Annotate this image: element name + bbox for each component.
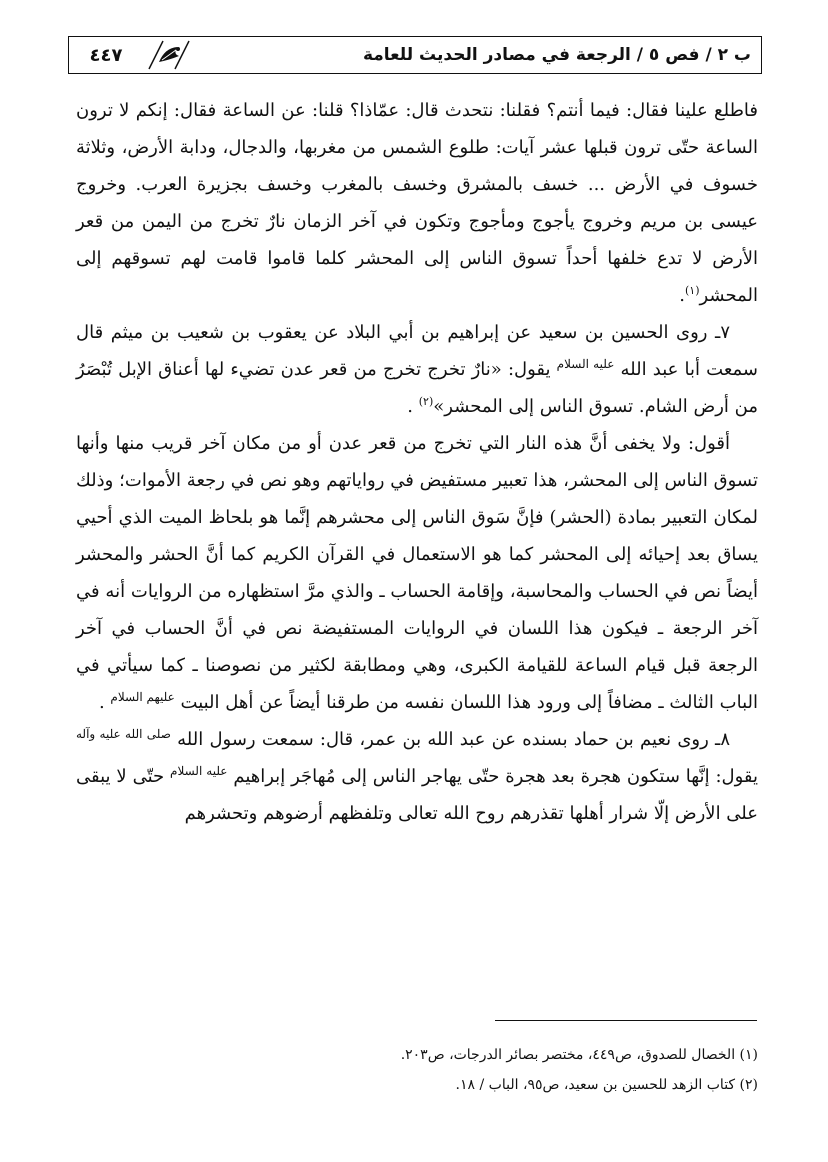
paragraph — [76, 425, 758, 721]
text-run: حتّى لا يبقى على الأرض إلّا شرار أهلها تقذرهم روح الله تعالى وتلفظهم أرضوهم وتحشرهم — [76, 766, 758, 824]
pen-ornament-icon — [143, 37, 195, 73]
running-title: ب ٢ / فص ٥ / الرجعة في مصادر الحديث للعامة — [362, 45, 751, 65]
text-run: ٨ـ روى نعيم بن حماد بسنده عن عبد الله بن عمر، قال: سمعت رسول الله — [170, 729, 730, 750]
footnote-reference: (٢) — [418, 395, 434, 408]
text-run: . — [407, 396, 419, 417]
footnote-separator — [495, 1020, 757, 1021]
honorific-mark: عليهم السلام — [110, 690, 175, 704]
text-run: أقول: ولا يخفى أنَّ هذه النار التي تخرج من قعر عدن أو من مكان آخر قريب منها وأنها تسوق الناس إلى المحشر، هذا تعبير مستفيض في رواياتهم وهو نص في رجعة الأموات؛ وذلك لمكان التعبير بمادة (الحشر) فإنَّ سَوق الناس إلى محشرهم إنَّما هو بلحاظ الميت الذي أحيي يساق بعد إحيائه إلى المحشر كما هو الاستعمال في القرآن الكريم كما أنَّ الحشر والمحشر أيضاً نص في الحساب والمحاسبة، وإقامة الحساب ـ والذي مرَّ استظهاره من الروايات أنه في آخر الرجعة ـ فيكون هذا اللسان في الروايات المستفيضة نص في أنَّ الحساب في آخر الرجعة قبل قيام الساعة للقيامة الكبرى، وهي ومطابقة لكثير من نصوصنا ـ كما سيأتي في الباب الثالث ـ مضافاً إلى ورود هذا اللسان نفسه من طرقنا أيضاً عن أهل البيت — [76, 433, 758, 713]
main-text — [76, 92, 758, 832]
honorific-mark: عليه السلام — [556, 357, 615, 371]
text-run: . — [98, 692, 111, 713]
honorific-mark: صلى الله عليه وآله — [76, 727, 171, 741]
page-header — [68, 36, 762, 74]
paragraph — [76, 721, 758, 832]
paragraph — [76, 92, 758, 314]
paragraph — [76, 314, 758, 425]
honorific-mark: عليه السلام — [170, 764, 228, 778]
text-run: ٧ـ روى الحسين بن سعيد عن إبراهيم بن أبي البلاد عن يعقوب بن شعيب بن ميثم قال سمعت أبا عبد الله — [76, 322, 758, 380]
footnote: (١) الخصال للصدوق، ص٤٤٩، مختصر بصائر الدرجات، ص٢٠٣. — [400, 1047, 758, 1063]
page-number: ٤٤٧ — [89, 44, 123, 66]
text-run: فاطلع علينا فقال: فيما أنتم؟ فقلنا: نتحدث قال: عمّاذا؟ قلنا: عن الساعة فقال: إنكم لا ترون الساعة حتّى ترون قبلها عشر آيات: طلوع الشمس من مغربها، والدجال، ودابة الأرض، وثلاثة خسوف في الأرض ... خسف بالمشرق وخسف بالمغرب وخسف بجزيرة العرب. وخروج عيسى بن مريم وخروج يأجوج ومأجوج وتكون في آخر الزمان نارٌ تخرج من اليمن من قعر الأرض لا تدع خلفها أحداً تسوق الناس إلى المحشر كلما قاموا قامت لهم تسوقهم إلى المحشر — [76, 100, 758, 306]
text-run: يقول: «نارٌ تخرج تخرج من قعر عدن تضيء لها أعناق الإبل تُبْصَرُ من أرض الشام. تسوق الناس إلى المحشر» — [76, 359, 758, 417]
footnotes — [76, 1040, 758, 1100]
text-run: . — [679, 285, 685, 306]
text-run: يقول: إنَّها ستكون هجرة بعد هجرة حتّى يهاجر الناس إلى مُهاجَر إبراهيم — [227, 766, 759, 787]
footnote-reference: (١) — [684, 284, 700, 297]
pen-ornament-graphic — [147, 40, 191, 70]
footnote: (٢) كتاب الزهد للحسين بن سعيد، ص٩٥، الباب / ١٨. — [455, 1077, 758, 1093]
